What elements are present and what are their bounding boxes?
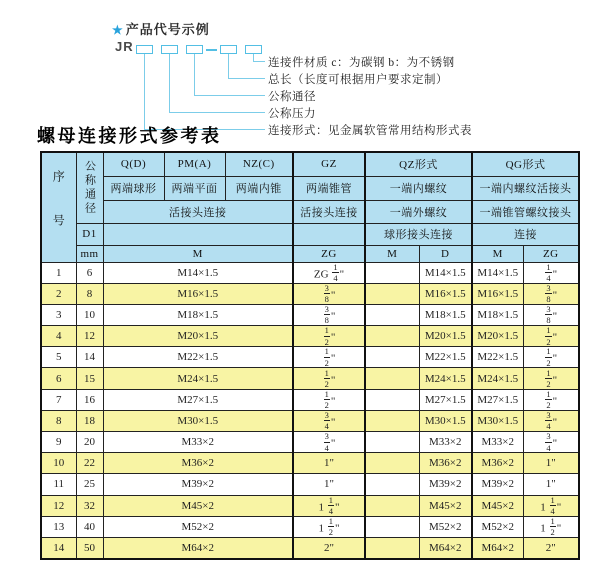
cell-m: M14×1.5 [103, 262, 293, 283]
cell-qz-d: M52×2 [419, 516, 472, 537]
label-nominal-press: 公称压力 [268, 108, 316, 120]
cell-m: M64×2 [103, 537, 293, 558]
code-box-4 [220, 45, 237, 54]
cell-qg-m: M27×1.5 [472, 389, 523, 410]
cell-qg-zg: $\frac{1}{2}$ " [523, 389, 579, 410]
cell-qz-d: M18×1.5 [419, 304, 472, 325]
cell-m: M20×1.5 [103, 326, 293, 347]
cell-seq: 3 [41, 304, 76, 325]
col-header-qg-zg: ZG [523, 245, 579, 262]
desc-qg-1: 一端内螺纹活接头 [472, 176, 579, 200]
table-title: 螺母连接形式参考表 [37, 126, 222, 147]
table-row [41, 474, 579, 495]
callout-line [144, 54, 145, 129]
label-nominal-dia: 公称通径 [268, 91, 316, 103]
code-box-2 [161, 45, 178, 54]
cell-qg-zg: $\frac{3}{8}$ " [523, 304, 579, 325]
callout-line [253, 61, 265, 62]
cell-mm: 14 [76, 347, 103, 368]
cell-mm: 15 [76, 368, 103, 389]
cell-qz-m [365, 304, 419, 325]
col-header-dn: 公称通径 [76, 152, 103, 223]
table-row [41, 516, 579, 537]
table-row [41, 347, 579, 368]
cell-mm: 32 [76, 495, 103, 516]
desc-q: 两端球形 [103, 176, 164, 200]
cell-m: M33×2 [103, 432, 293, 453]
cell-seq: 6 [41, 368, 76, 389]
cell-qz-d: M14×1.5 [419, 262, 472, 283]
callout-line [228, 54, 229, 78]
table-row [41, 368, 579, 389]
nut-connection-table [40, 151, 580, 560]
cell-seq: 4 [41, 326, 76, 347]
cell-m: M27×1.5 [103, 389, 293, 410]
cell-qz-m [365, 326, 419, 347]
cell-seq: 5 [41, 347, 76, 368]
star-icon: ★ [112, 23, 124, 37]
table-row [41, 432, 579, 453]
table-body [41, 262, 579, 559]
cell-m: M22×1.5 [103, 347, 293, 368]
cell-qz-m [365, 347, 419, 368]
cell-qg-zg: $\frac{1}{2}$ " [523, 326, 579, 347]
cell-qg-m: M64×2 [472, 537, 523, 558]
cell-seq: 2 [41, 283, 76, 304]
cell-gz-zg: $\frac{3}{4}$ " [293, 432, 365, 453]
col-header-gz: GZ [293, 152, 365, 176]
cell-gz-zg: $\frac{3}{8}$ " [293, 283, 365, 304]
cell-qz-m [365, 283, 419, 304]
table-row [41, 389, 579, 410]
cell-gz-zg: 1 $\frac{1}{4}$ " [293, 495, 365, 516]
table-row [41, 410, 579, 431]
cell-seq: 10 [41, 453, 76, 474]
code-box-1 [136, 45, 153, 54]
cell-seq: 14 [41, 537, 76, 558]
cell-qg-zg: $\frac{3}{8}$ " [523, 283, 579, 304]
col-header-qz-d: D [419, 245, 472, 262]
cell-mm: 22 [76, 453, 103, 474]
col-header-q: Q(D) [103, 152, 164, 176]
cell-qz-d: M30×1.5 [419, 410, 472, 431]
gz-connection: 活接头连接 [293, 200, 365, 223]
table-row [41, 453, 579, 474]
cell-mm: 20 [76, 432, 103, 453]
col-header-qg: QG形式 [472, 152, 579, 176]
cell-qg-zg: $\frac{1}{2}$ " [523, 347, 579, 368]
label-material: 连接件材质 c：为碳钢 b：为不锈钢 [268, 57, 455, 69]
cell-qg-zg: 1" [523, 453, 579, 474]
product-code-prefix: JR [115, 39, 134, 54]
cell-qz-d: M36×2 [419, 453, 472, 474]
cell-m: M24×1.5 [103, 368, 293, 389]
blank-cell [103, 223, 293, 245]
cell-m: M45×2 [103, 495, 293, 516]
cell-mm: 10 [76, 304, 103, 325]
cell-qz-d: M64×2 [419, 537, 472, 558]
cell-qz-m [365, 537, 419, 558]
cell-qz-d: M24×1.5 [419, 368, 472, 389]
cell-gz-zg: $\frac{1}{2}$ " [293, 368, 365, 389]
cell-qz-m [365, 453, 419, 474]
col-header-m: M [103, 245, 293, 262]
callout-line [228, 78, 265, 79]
cell-seq: 7 [41, 389, 76, 410]
col-header-mm: mm [76, 245, 103, 262]
cell-mm: 16 [76, 389, 103, 410]
cell-seq: 8 [41, 410, 76, 431]
cell-gz-zg: $\frac{3}{4}$ " [293, 410, 365, 431]
cell-m: M16×1.5 [103, 283, 293, 304]
table-row [41, 495, 579, 516]
label-total-length: 总长（长度可根据用户要求定制） [268, 74, 448, 86]
cell-qz-m [365, 516, 419, 537]
cell-qg-m: M39×2 [472, 474, 523, 495]
cell-mm: 8 [76, 283, 103, 304]
cell-mm: 25 [76, 474, 103, 495]
cell-seq: 1 [41, 262, 76, 283]
cell-gz-zg: 1" [293, 474, 365, 495]
cell-qz-m [365, 495, 419, 516]
code-box-3 [186, 45, 203, 54]
cell-qz-m [365, 432, 419, 453]
cell-mm: 50 [76, 537, 103, 558]
table-row [41, 304, 579, 325]
desc-qg-3: 连接 [472, 223, 579, 245]
cell-qz-d: M33×2 [419, 432, 472, 453]
blank-cell [293, 223, 365, 245]
desc-qz-1: 一端内螺纹 [365, 176, 472, 200]
cell-qz-m [365, 474, 419, 495]
cell-qg-m: M33×2 [472, 432, 523, 453]
cell-qg-m: M24×1.5 [472, 368, 523, 389]
cell-gz-zg: $\frac{3}{8}$ " [293, 304, 365, 325]
cell-m: M30×1.5 [103, 410, 293, 431]
table-row [41, 283, 579, 304]
table-row [41, 262, 579, 283]
cell-gz-zg: ZG $\frac{1}{4}$ " [293, 262, 365, 283]
label-connection-type: 连接形式：见金属软管常用结构形式表 [268, 125, 472, 137]
code-box-5 [245, 45, 262, 54]
cell-qz-d: M16×1.5 [419, 283, 472, 304]
callout-line [194, 95, 265, 96]
desc-pm: 两端平面 [164, 176, 225, 200]
cell-gz-zg: $\frac{1}{2}$ " [293, 389, 365, 410]
cell-gz-zg: 1 $\frac{1}{2}$ " [293, 516, 365, 537]
callout-line [253, 54, 254, 61]
col-header-qz-m: M [365, 245, 419, 262]
table-row [41, 326, 579, 347]
col-header-pm: PM(A) [164, 152, 225, 176]
cell-qz-d: M22×1.5 [419, 347, 472, 368]
cell-qg-m: M30×1.5 [472, 410, 523, 431]
callout-line [194, 54, 195, 95]
col-header-qg-m: M [472, 245, 523, 262]
cell-qz-d: M39×2 [419, 474, 472, 495]
table-row [41, 537, 579, 558]
cell-m: M36×2 [103, 453, 293, 474]
cell-qg-zg: $\frac{1}{4}$ " [523, 262, 579, 283]
col-header-qz: QZ形式 [365, 152, 472, 176]
cell-qg-zg: 1 $\frac{1}{4}$ " [523, 495, 579, 516]
cell-qg-m: M14×1.5 [472, 262, 523, 283]
cell-m: M52×2 [103, 516, 293, 537]
cell-qg-zg: 2" [523, 537, 579, 558]
cell-qg-zg: $\frac{3}{4}$ " [523, 432, 579, 453]
cell-mm: 12 [76, 326, 103, 347]
col-header-zg: ZG [293, 245, 365, 262]
cell-qg-m: M20×1.5 [472, 326, 523, 347]
cell-qg-m: M52×2 [472, 516, 523, 537]
cell-qg-m: M16×1.5 [472, 283, 523, 304]
col-header-seq: 序号 [41, 152, 76, 262]
cell-qz-m [365, 410, 419, 431]
cell-qg-zg: 1" [523, 474, 579, 495]
cell-qz-m [365, 389, 419, 410]
desc-nz: 两端内锥 [225, 176, 293, 200]
cell-seq: 13 [41, 516, 76, 537]
cell-qz-m [365, 368, 419, 389]
desc-qz-2: 一端外螺纹 [365, 200, 472, 223]
cell-m: M39×2 [103, 474, 293, 495]
union-connection: 活接头连接 [103, 200, 293, 223]
cell-mm: 6 [76, 262, 103, 283]
callout-line [169, 54, 170, 112]
col-header-d1: D1 [76, 223, 103, 245]
cell-gz-zg: $\frac{1}{2}$ " [293, 326, 365, 347]
diagram-heading [112, 19, 210, 38]
diagram-heading-text: 产品代号示例 [125, 22, 210, 37]
cell-qz-d: M20×1.5 [419, 326, 472, 347]
cell-qg-m: M18×1.5 [472, 304, 523, 325]
cell-qg-zg: $\frac{1}{2}$ " [523, 368, 579, 389]
cell-qg-m: M36×2 [472, 453, 523, 474]
cell-seq: 12 [41, 495, 76, 516]
cell-mm: 40 [76, 516, 103, 537]
cell-seq: 11 [41, 474, 76, 495]
cell-seq: 9 [41, 432, 76, 453]
callout-line [169, 112, 265, 113]
cell-gz-zg: $\frac{1}{2}$ " [293, 347, 365, 368]
cell-qg-zg: $\frac{3}{4}$ " [523, 410, 579, 431]
cell-m: M18×1.5 [103, 304, 293, 325]
desc-qz-3: 球形接头连接 [365, 223, 472, 245]
cell-qg-m: M45×2 [472, 495, 523, 516]
cell-mm: 18 [76, 410, 103, 431]
cell-qz-m [365, 262, 419, 283]
cell-qz-d: M27×1.5 [419, 389, 472, 410]
cell-gz-zg: 1" [293, 453, 365, 474]
desc-qg-2: 一端锥管螺纹接头 [472, 200, 579, 223]
code-dash [206, 49, 217, 51]
cell-qg-zg: 1 $\frac{1}{2}$ " [523, 516, 579, 537]
cell-gz-zg: 2" [293, 537, 365, 558]
cell-qg-m: M22×1.5 [472, 347, 523, 368]
col-header-nz: NZ(C) [225, 152, 293, 176]
cell-qz-d: M45×2 [419, 495, 472, 516]
desc-gz: 两端锥管 [293, 176, 365, 200]
